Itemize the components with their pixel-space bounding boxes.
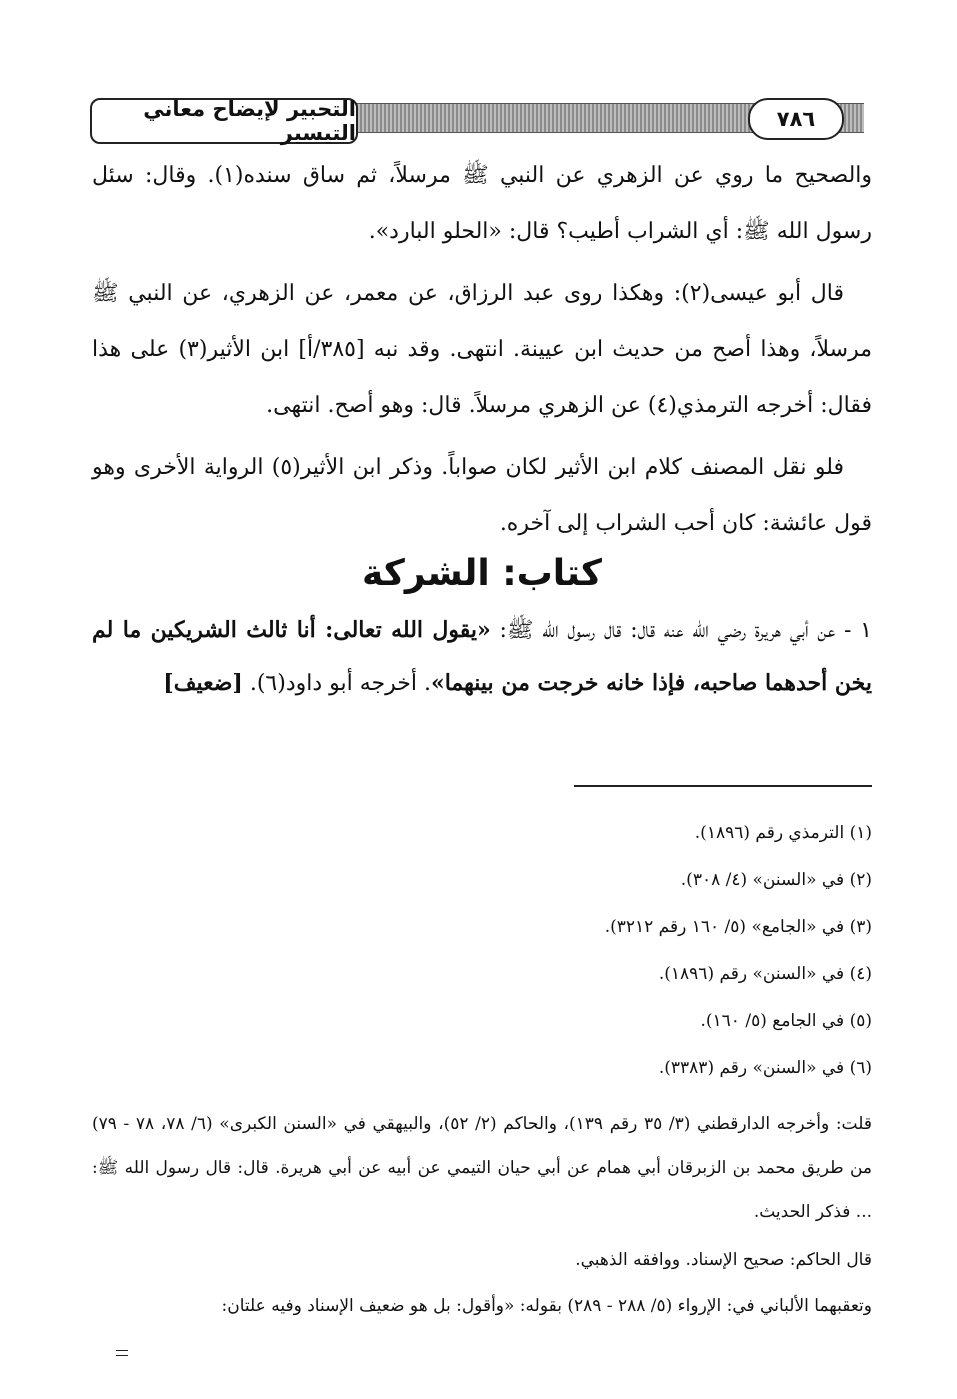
- hadith-text: «يقول الله تعالى: أنا ثالث الشريكين ما لم يخن أحدهما صاحبه، فإذا خانه خرجت من بينهما»: [92, 617, 872, 696]
- page-number: ٧٨٦: [748, 98, 844, 140]
- footnote-separator: [574, 785, 872, 787]
- commentary-1: قلت: وأخرجه الدارقطني (٣/ ٣٥ رقم ١٣٩)، والحاكم (٢/ ٥٢)، والبيهقي في «السنن الكبرى» (٦/ ٧٨، ٧٨ - ٧٩) من طريق محمد بن الزبرقان أبي همام عن أبي حيان التيمي عن أبيه عن أبي هريرة. قال: قال رسول الله ﷺ: ... فذكر الحديث.: [92, 1114, 872, 1222]
- commentary-3: وتعقبهما الألباني في: الإرواء (٥/ ٢٨٨ - ٢٨٩) بقوله: «وأقول: بل هو ضعيف الإسناد وفيه علتان:: [221, 1296, 872, 1316]
- paragraph-1: والصحيح ما روي عن الزهري عن النبي ﷺ مرسلاً، ثم ساق سنده(١). وقال: سئل رسول الله ﷺ: أي الشراب أطيب؟ قال: «الحلو البارد».: [92, 163, 873, 244]
- continuation-mark: [116, 1350, 128, 1351]
- book-heading: كتاب: الشركة: [362, 553, 602, 594]
- footnote-6: (٦) في «السنن» رقم (٣٣٨٣).: [658, 1058, 872, 1078]
- footnote-commentary: [92, 1102, 872, 1330]
- hadith-source: . أخرجه أبو داود(٦).: [242, 671, 431, 696]
- running-title: التحبير لإيضاح معاني التيسير: [90, 98, 358, 144]
- footnote-3: (٣) في «الجامع» (٥/ ١٦٠ رقم ٣٢١٢).: [604, 917, 872, 937]
- continuation-mark-2: [116, 1355, 128, 1356]
- footnote-4: (٤) في «السنن» رقم (١٨٩٦).: [658, 964, 872, 984]
- hadith-1: [92, 604, 872, 710]
- footnote-2: (٢) في «السنن» (٤/ ٣٠٨).: [680, 870, 872, 890]
- paragraph-3: فلو نقل المصنف كلام ابن الأثير لكان صواباً. وذكر ابن الأثير(٥) الرواية الأخرى وهو قول عائشة: كان أحب الشراب إلى آخره.: [92, 455, 872, 536]
- hadith-grade: [ضعيف]: [163, 670, 243, 696]
- footnote-5: (٥) في الجامع (٥/ ١٦٠).: [700, 1011, 872, 1031]
- commentary-2: قال الحاكم: صحيح الإسناد. ووافقه الذهبي.: [575, 1250, 872, 1270]
- paragraph-2: قال أبو عيسى(٢): وهكذا روى عبد الرزاق، عن معمر، عن الزهري، عن النبي ﷺ مرسلاً، وهذا أصح من حديث ابن عيينة. انتهى. وقد نبه [٣٨٥/أ] ابن الأثير(٣) على هذا فقال: أخرجه الترمذي(٤) عن الزهري مرسلاً. قال: وهو أصح. انتهى.: [92, 281, 873, 418]
- footnote-1: (١) الترمذي رقم (١٨٩٦).: [694, 823, 872, 843]
- footnotes: [92, 810, 872, 1092]
- hadith-intro: ١ - عن أبي هريرة رضي الله عنه قال: قال رسول الله ﷺ:: [490, 618, 872, 643]
- main-text: [92, 148, 872, 558]
